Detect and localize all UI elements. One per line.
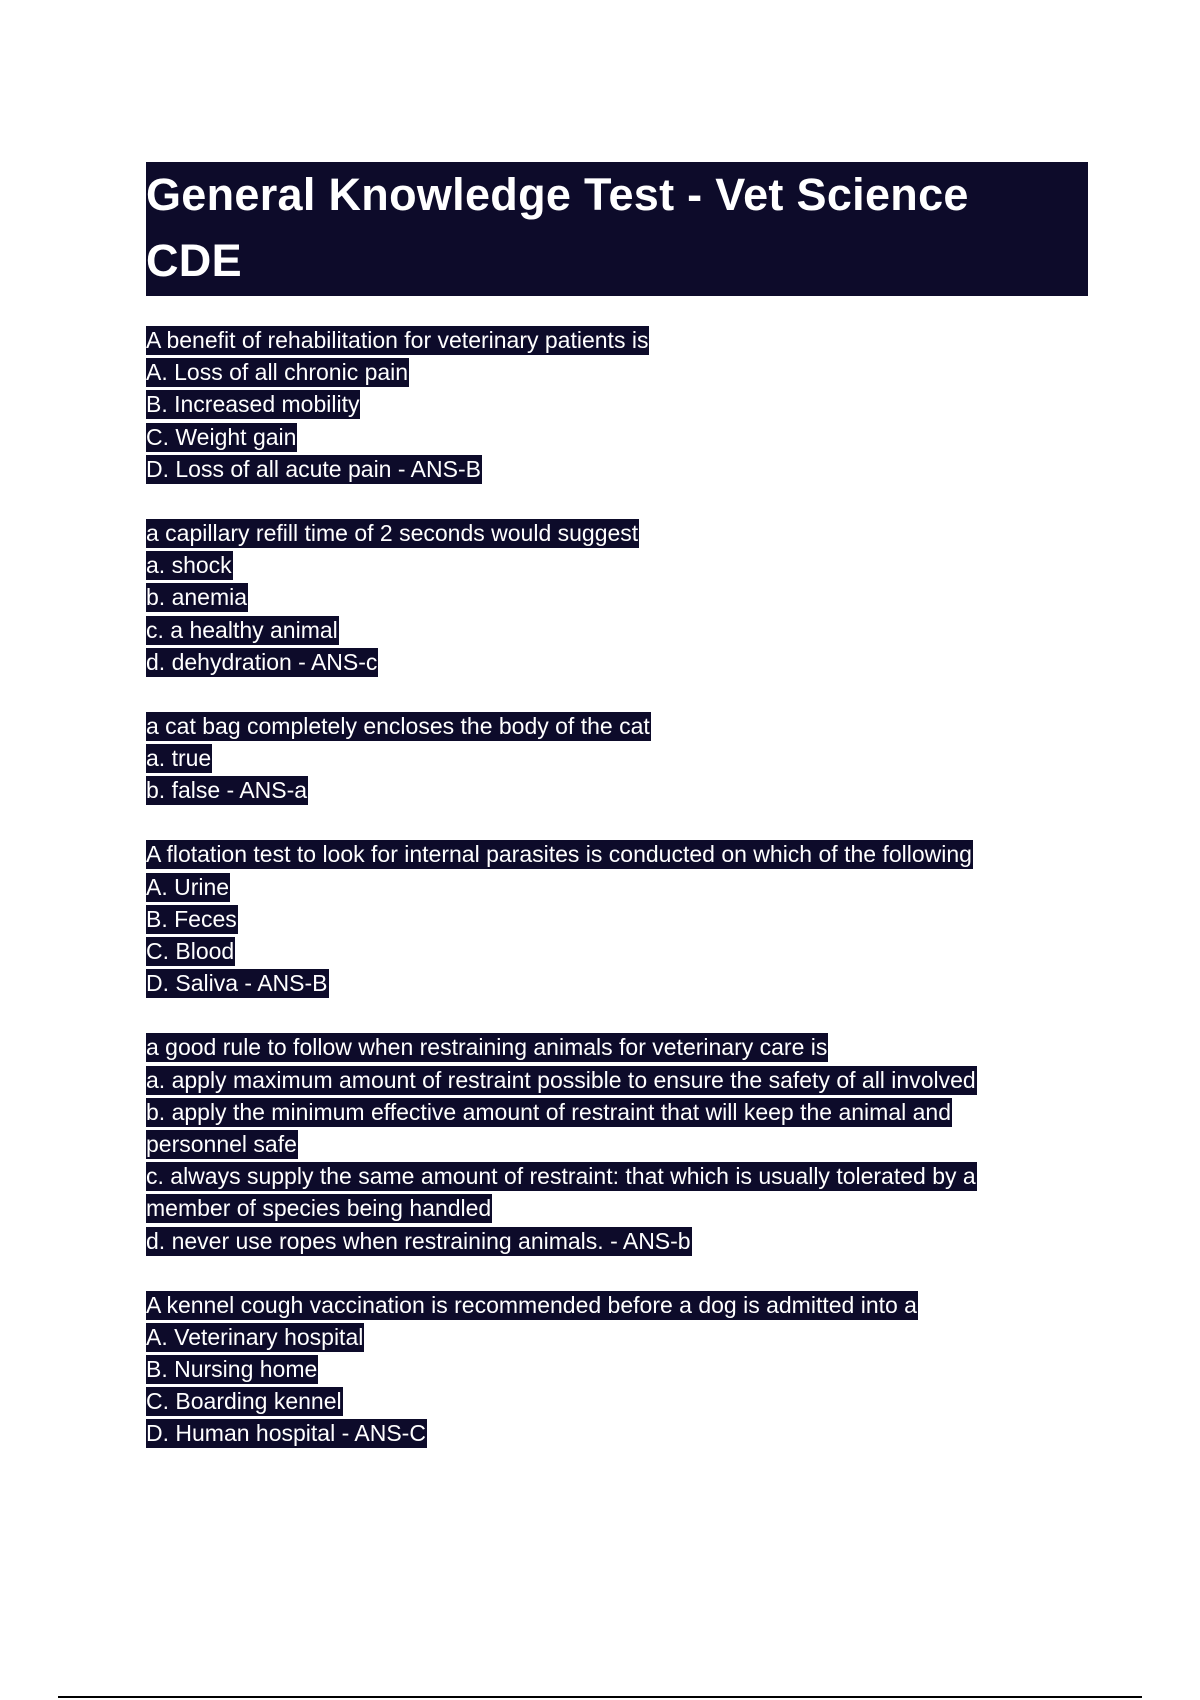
answer-option [146, 903, 1106, 935]
answer-option [146, 742, 1106, 774]
answer-option [146, 1160, 1106, 1192]
answer-option [146, 1096, 1106, 1128]
question-text-highlight: a capillary refill time of 2 seconds would suggest [146, 519, 639, 546]
answer-option-highlight: a. shock [146, 552, 232, 579]
answer-option-highlight: D. Loss of all acute pain - ANS-B [146, 455, 481, 482]
question-text-highlight: a cat bag completely encloses the body of the cat [146, 712, 650, 739]
answer-option-highlight: A. Veterinary hospital [146, 1323, 364, 1350]
answer-option [146, 1353, 1106, 1385]
answer-option-highlight: a. true [146, 745, 212, 772]
question-text [146, 1289, 1106, 1321]
question-text-highlight: A benefit of rehabilitation for veterinary patients is [146, 327, 649, 353]
answer-option [146, 356, 1106, 388]
question-list [146, 324, 1106, 1482]
answer-option-highlight: b. apply the minimum effective amount of restraint that will keep the animal and [146, 1098, 951, 1125]
answer-option [146, 871, 1106, 903]
question-block [146, 1031, 1106, 1256]
answer-option-highlight: a. apply maximum amount of restraint possible to ensure the safety of all involved [146, 1066, 976, 1093]
answer-option [146, 1385, 1106, 1417]
answer-option [146, 1417, 1106, 1449]
question-block [146, 838, 1106, 999]
answer-option-highlight: c. a healthy animal [146, 616, 338, 643]
question-text [146, 1031, 1106, 1063]
answer-option [146, 774, 1106, 806]
answer-option-highlight: d. dehydration - ANS-c [146, 648, 378, 675]
answer-option-highlight: B. Increased mobility [146, 391, 360, 418]
answer-option-highlight: b. false - ANS-a [146, 777, 308, 804]
answer-option-highlight: C. Blood [146, 938, 235, 964]
footer-divider [58, 1696, 1142, 1698]
document-title [146, 162, 1088, 296]
answer-option-highlight: A. Loss of all chronic pain [146, 359, 409, 386]
question-text [146, 517, 1106, 549]
answer-option [146, 935, 1106, 967]
answer-option [146, 1225, 1106, 1257]
answer-option-highlight: member of species being handled [146, 1195, 492, 1222]
answer-option [146, 1192, 1106, 1224]
question-text-highlight: A kennel cough vaccination is recommended before a dog is admitted into a [146, 1291, 917, 1318]
question-text [146, 324, 1106, 356]
question-block [146, 1289, 1106, 1450]
title-line-2: CDE [146, 235, 242, 286]
title-line-1: General Knowledge Test - Vet Science [146, 169, 969, 220]
answer-option [146, 1128, 1106, 1160]
answer-option-highlight: personnel safe [146, 1130, 297, 1157]
answer-option [146, 581, 1106, 613]
question-block [146, 517, 1106, 678]
answer-option [146, 646, 1106, 678]
answer-option [146, 1064, 1106, 1096]
answer-option [146, 614, 1106, 646]
question-text [146, 838, 1106, 870]
answer-option-highlight: d. never use ropes when restraining animals. - ANS-b [146, 1227, 691, 1254]
answer-option-highlight: A. Urine [146, 873, 230, 900]
answer-option [146, 453, 1106, 485]
answer-option [146, 421, 1106, 453]
question-block [146, 710, 1106, 807]
answer-option-highlight: D. Saliva - ANS-B [146, 970, 328, 997]
answer-option-highlight: B. Feces [146, 905, 237, 932]
question-text-highlight: A flotation test to look for internal parasites is conducted on which of the following [146, 841, 972, 868]
answer-option-highlight: D. Human hospital - ANS-C [146, 1420, 426, 1447]
answer-option [146, 1321, 1106, 1353]
answer-option-highlight: c. always supply the same amount of restraint: that which is usually tolerated by a [146, 1163, 976, 1190]
answer-option-highlight: C. Boarding kennel [146, 1388, 342, 1415]
answer-option-highlight: b. anemia [146, 584, 248, 611]
question-block [146, 324, 1106, 485]
answer-option [146, 549, 1106, 581]
answer-option-highlight: C. Weight gain [146, 423, 297, 450]
answer-option [146, 967, 1106, 999]
question-text-highlight: a good rule to follow when restraining animals for veterinary care is [146, 1034, 828, 1061]
question-text [146, 710, 1106, 742]
answer-option [146, 388, 1106, 420]
answer-option-highlight: B. Nursing home [146, 1356, 318, 1383]
